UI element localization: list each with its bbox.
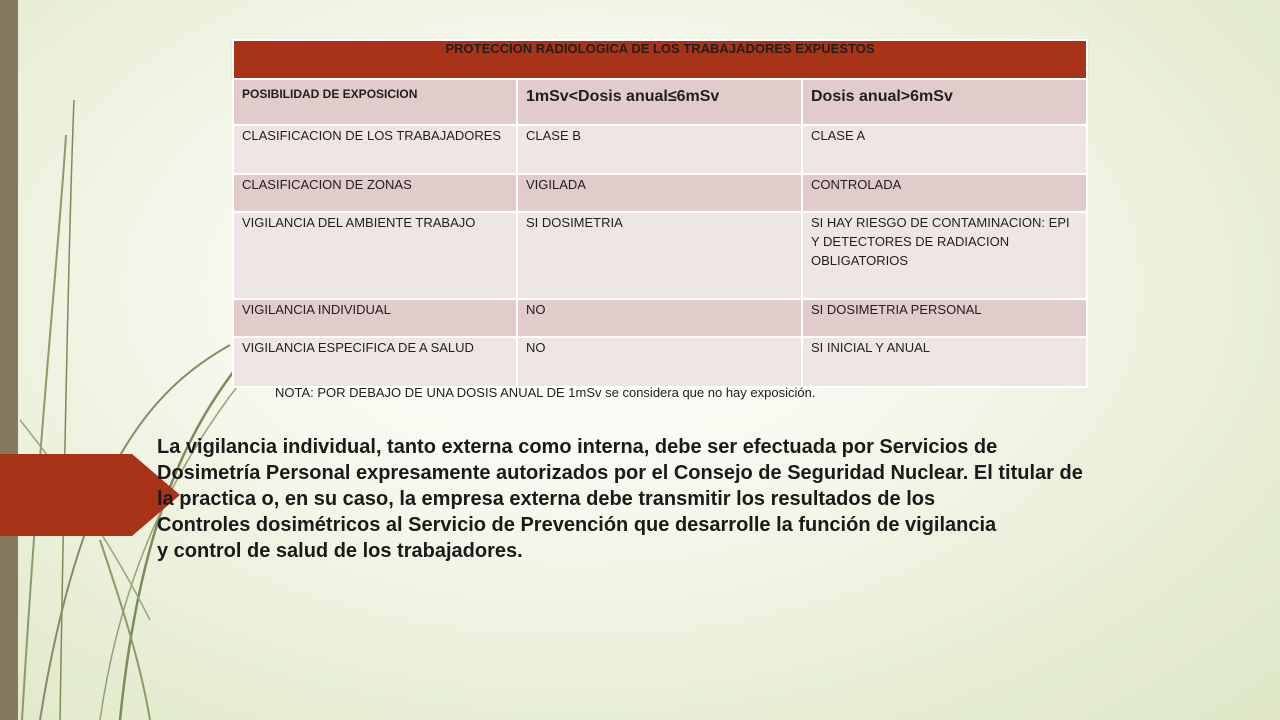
row-value-a: SI INICIAL Y ANUAL <box>802 337 1087 387</box>
red-arrow-shape <box>0 454 180 536</box>
paragraph-line: la practica o, en su caso, la empresa externa debe transmitir los resultados de los <box>157 488 936 510</box>
row-label: VIGILANCIA DEL AMBIENTE TRABAJO <box>233 212 517 299</box>
table-row <box>233 299 1087 337</box>
paragraph-line: y control de salud de los trabajadores. <box>157 540 523 562</box>
column-header-class-a-range: Dosis anual>6mSv <box>802 79 1087 125</box>
paragraph-line: Dosimetría Personal expresamente autorizados por el Consejo de Seguridad Nuclear. El titular de <box>157 462 1083 484</box>
column-header-exposure: POSIBILIDAD DE EXPOSICION <box>233 79 517 125</box>
row-value-b: VIGILADA <box>517 174 802 212</box>
column-header-class-b-range: 1mSv<Dosis anual≤6mSv <box>517 79 802 125</box>
table-row <box>233 125 1087 174</box>
table-row <box>233 212 1087 299</box>
table-row <box>233 174 1087 212</box>
body-paragraph <box>157 434 1277 564</box>
row-value-b: CLASE B <box>517 125 802 174</box>
row-label: VIGILANCIA ESPECIFICA DE A SALUD <box>233 337 517 387</box>
row-value-b: NO <box>517 337 802 387</box>
table-row <box>233 337 1087 387</box>
row-value-a: CONTROLADA <box>802 174 1087 212</box>
row-value-a: SI DOSIMETRIA PERSONAL <box>802 299 1087 337</box>
paragraph-line: La vigilancia individual, tanto externa como interna, debe ser efectuada por Servicios de <box>157 436 998 458</box>
table-title: PROTECCION RADIOLOGICA DE LOS TRABAJADORES EXPUESTOS <box>233 40 1087 79</box>
table-note: NOTA: POR DEBAJO DE UNA DOSIS ANUAL DE 1mSv se considera que no hay exposición. <box>275 385 816 400</box>
radiation-protection-table <box>232 39 1088 388</box>
left-accent-bar <box>0 0 18 720</box>
row-value-b: NO <box>517 299 802 337</box>
row-label: VIGILANCIA INDIVIDUAL <box>233 299 517 337</box>
row-value-b: SI DOSIMETRIA <box>517 212 802 299</box>
row-value-a: CLASE A <box>802 125 1087 174</box>
row-label: CLASIFICACION DE ZONAS <box>233 174 517 212</box>
row-value-a: SI HAY RIESGO DE CONTAMINACION: EPI Y DETECTORES DE RADIACION OBLIGATORIOS <box>802 212 1087 299</box>
paragraph-line: Controles dosimétricos al Servicio de Prevención que desarrolle la función de vigilancia <box>157 514 997 536</box>
row-label: CLASIFICACION DE LOS TRABAJADORES <box>233 125 517 174</box>
